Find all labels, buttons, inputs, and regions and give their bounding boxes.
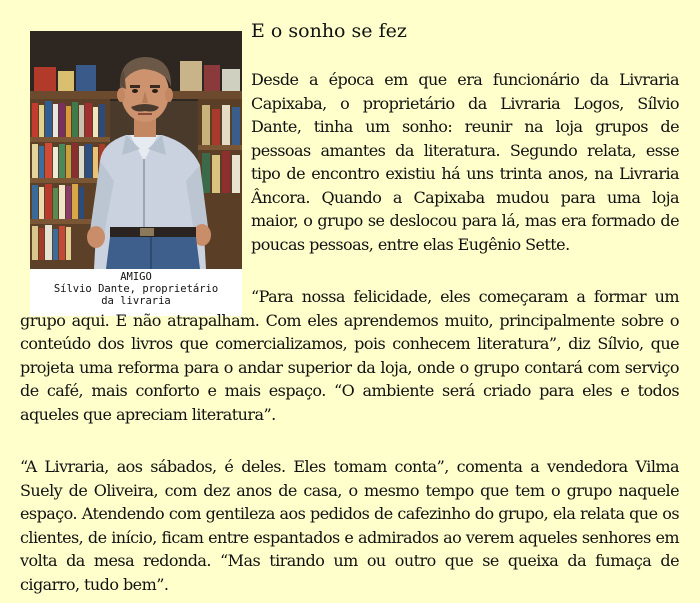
photo-figure [30, 31, 242, 316]
article-paragraph: “A Livraria, aos sábados, é deles. Eles tomam conta”, comenta a vendedora Vilma Suely de Oliveira, com dez anos de casa, o mesmo tempo que tem o grupo naquele espaço. Atendendo com gentileza aos pedidos de cafezinho do grupo, ela relata que os clientes, de início, ficam entre espantados e admirados ao verem aqueles senhores em volta da mesa redonda. “Mas tirando um ou outro que se queixa da fumaça de cigarro, tudo bem”. [20, 457, 679, 594]
caption-line: Sílvio Dante, proprietário [53, 283, 219, 295]
article-title: E o sonho se fez [251, 20, 407, 42]
caption-title: AMIGO [120, 271, 152, 283]
caption-line: da livraria [101, 295, 171, 307]
portrait-photo [30, 31, 242, 269]
article-paragraph: Desde a época em que era funcionário da Livraria Capixaba, o proprietário da Livraria Logos, Sílvio Dante, tinha um sonho: reunir na loja grupos de pessoas amantes da literatura. Segundo relata, esse tipo de encontro existiu há uns trinta anos, na Livraria Âncora. Quando a Capixaba mudou para uma loja maior, o grupo se deslocou para lá, mas era formado de poucas pessoas, entre elas Eugênio Sette. [251, 70, 679, 254]
article-paragraph: “Para nossa felicidade, eles começaram a formar um grupo aqui. E não atrapalham. Com eles aprendemos muito, principalmente sobre o conteúdo dos livros que comercializamos, pois conhecem literatura”, diz Sílvio, que projeta uma reforma para o andar superior da loja, onde o grupo contará com serviço de café, mais conforto e mais espaço. “O ambiente será criado para eles e todos aqueles que apreciam literatura”. [20, 287, 679, 424]
